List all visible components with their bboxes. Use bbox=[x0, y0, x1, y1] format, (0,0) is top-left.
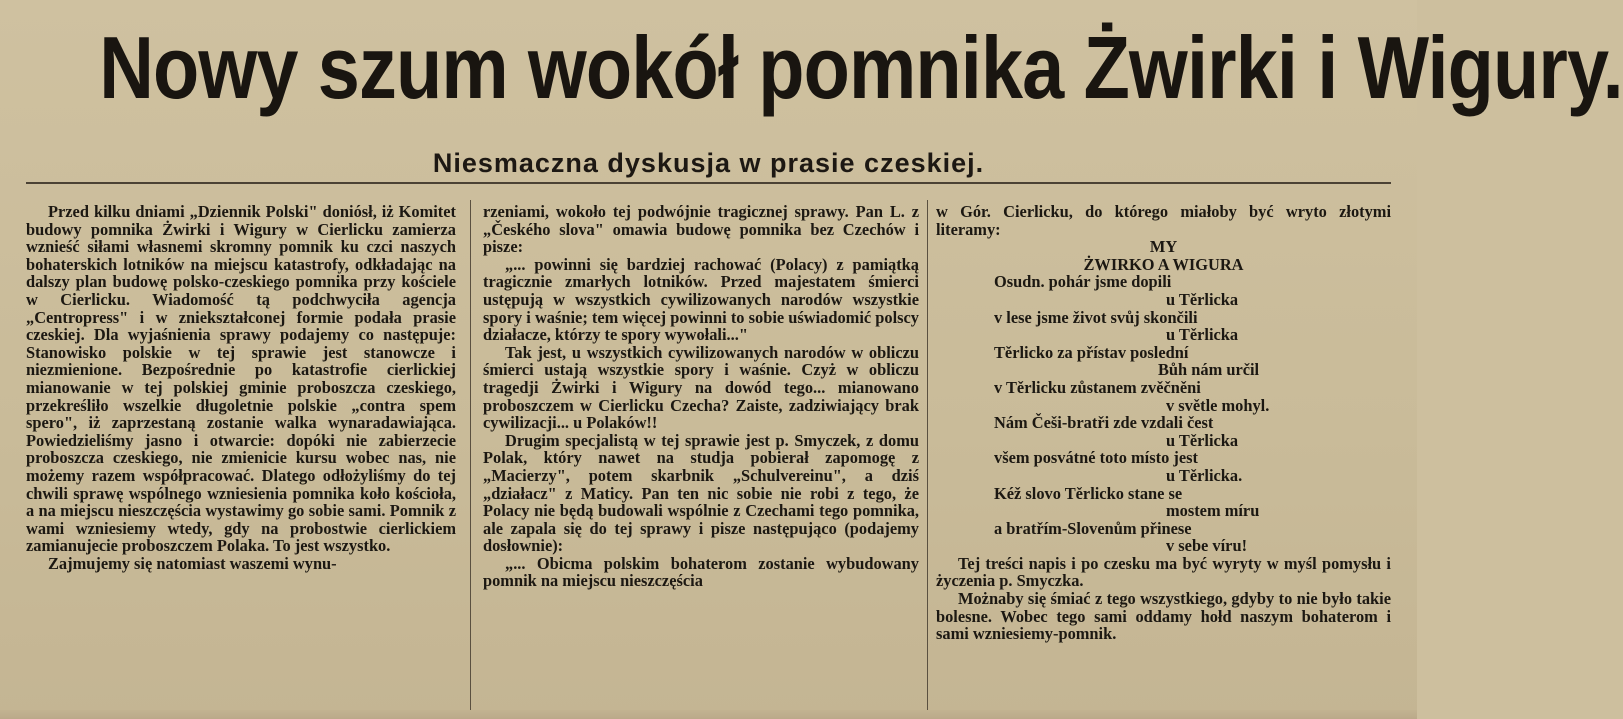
poem-line: Nám Češi-bratři zde vzdali čest bbox=[994, 413, 1214, 433]
quote-paragraph: „... powinni się bardziej rachować (Polacy) z pamiątką tragicznie zmarłych lotników. Przed majestatem śmierci ustępują w wszystkich cywilizowanych narodów wszystkie spory i waśnie; tem więcej powinni to sobie uświadomić polscy działacze, którzy te spory wywołali..." bbox=[483, 254, 919, 345]
poem-line: ŻWIRKO A WIGURA bbox=[1083, 254, 1244, 274]
poem-line: mostem míru bbox=[1166, 501, 1260, 521]
poem-line: MY bbox=[1149, 237, 1178, 257]
quote-paragraph: „... Obicma polskim bohaterom zostanie wybudowany pomnik na miejscu nieszczęścia bbox=[483, 553, 919, 591]
poem-line: všem posvátné toto místo jest bbox=[994, 448, 1198, 468]
poem bbox=[936, 238, 1391, 555]
paragraph: Tak jest, u wszystkich cywilizowanych narodów w obliczu śmierci ustają wszystkie spory i waśnie. Czyż w obliczu tragedji Żwirki i Wigury na dowód tego... mianowano proboszczem w Cierlicku Czecha? Zaiste, zadziwiający brak cywilizacji... u Polaków!! bbox=[483, 342, 919, 433]
paragraph: w Gór. Cierlicku, do którego miałoby być wryto złotymi literamy: bbox=[936, 202, 1391, 239]
header-rule bbox=[26, 182, 1391, 184]
paragraph: rzeniami, wokoło tej podwójnie tragicznej sprawy. Pan L. z „Českého slova" omawia budowę pomnika bez Czechów i pisze: bbox=[483, 202, 919, 257]
paragraph: Tej treści napis i po czesku ma być wyryty w myśl pomysłu i życzenia p. Smyczka. bbox=[936, 553, 1391, 591]
poem-line: v světle mohyl. bbox=[1166, 395, 1270, 415]
poem-line: v lese jsme život svůj skončili bbox=[994, 307, 1198, 327]
poem-line: Bůh nám určil bbox=[1158, 360, 1260, 380]
paragraph: Zajmujemy się natomiast waszemi wynu- bbox=[48, 553, 337, 573]
poem-line: v sebe víru! bbox=[1166, 536, 1248, 556]
page-edge bbox=[0, 710, 1417, 719]
poem-line: u Těrlicka bbox=[1166, 325, 1239, 345]
paragraph: Drugim specjalistą w tej sprawie jest p. Smyczek, z domu Polak, który nawet na studja pobierał zapomogę z „Macierzy", potem skarbnik „Schulvereinu", a dziś „działacz" z Maticy. Pan ten nic sobie nie robi z tego, że Polacy nie będą budowali wspólnie z Czechami tego pomnika, ale zapala się do tej sprawy i pisze następująco (podajemy dosłownie): bbox=[483, 430, 919, 556]
poem-line: a bratřím-Slovenům přinese bbox=[994, 518, 1192, 538]
poem-line: u Těrlicka bbox=[1166, 430, 1239, 450]
headline: Nowy szum wokół pomnika Żwirki i Wigury. bbox=[99, 18, 1623, 117]
article-column-1 bbox=[26, 203, 456, 713]
poem-line: Osudn. pohár jsme dopili bbox=[994, 272, 1172, 292]
poem-line: v Těrlicku zůstanem zvěčněni bbox=[994, 377, 1201, 397]
poem-line: Kéž slovo Těrlicko stane se bbox=[994, 483, 1183, 503]
paragraph: Możnaby się śmiać z tego wszystkiego, gdyby to nie było takie bolesne. Wobec tego sami oddamy hołd naszym bohaterom i sami wzniesiemy-pomnik. bbox=[936, 589, 1391, 644]
article-column-2 bbox=[483, 203, 919, 713]
column-divider-2 bbox=[927, 200, 928, 710]
poem-line: Těrlicko za přístav poslední bbox=[994, 342, 1189, 362]
column-divider-1 bbox=[470, 200, 471, 710]
article-column-3 bbox=[936, 203, 1391, 713]
poem-line: u Těrlicka bbox=[1166, 289, 1239, 309]
poem-line: u Těrlicka. bbox=[1166, 465, 1243, 485]
subheadline: Niesmaczna dyskusja w prasie czeskiej. bbox=[432, 148, 985, 178]
paragraph: Przed kilku dniami „Dziennik Polski" doniósł, iż Komitet budowy pomnika Żwirki i Wigury w Cierlicku zamierza wznieść siłami własnemi skromny pomnik ku czci naszych bohaterskich lotników na miejscu katastrofy, odkładając na dalszy plan budowę polsko-czeskiego pomnika przy kościele w Cierlicku. Wiadomość tą podchwyciła agencja „Centropress" i w zniekształconej formie podała prasie czeskiej. Dla wyjaśnienia sprawy podajemy co następuje: Stanowisko polskie w tej sprawie jest stanowcze i niezmienione. Bezpośrednie po katastrofie cierlickiej mianowanie w tej polskiej gminie proboszcza czeskiego, przekreśliło wszelkie długoletnie polskie „contra spem spero", iż zaprzestaną zostanie walka wynaradawiająca. Powiedzieliśmy jasno i otwarcie: dopóki nie zabierzecie proboszcza czeskiego, nie zmienicie kursu wobec nas, nie możemy razem współpracować. Dlatego odłożyliśmy do tej chwili sprawę wspólnego wzniesienia pomnika koło kościoła, a na miejscu nieszczęścia wystawimy go sobie sami. Pomnik z wami wzniesiemy wtedy, gdy na probostwie cierlickiem zamianujecie proboszczem Polaka. To jest wszystko. bbox=[26, 202, 456, 556]
